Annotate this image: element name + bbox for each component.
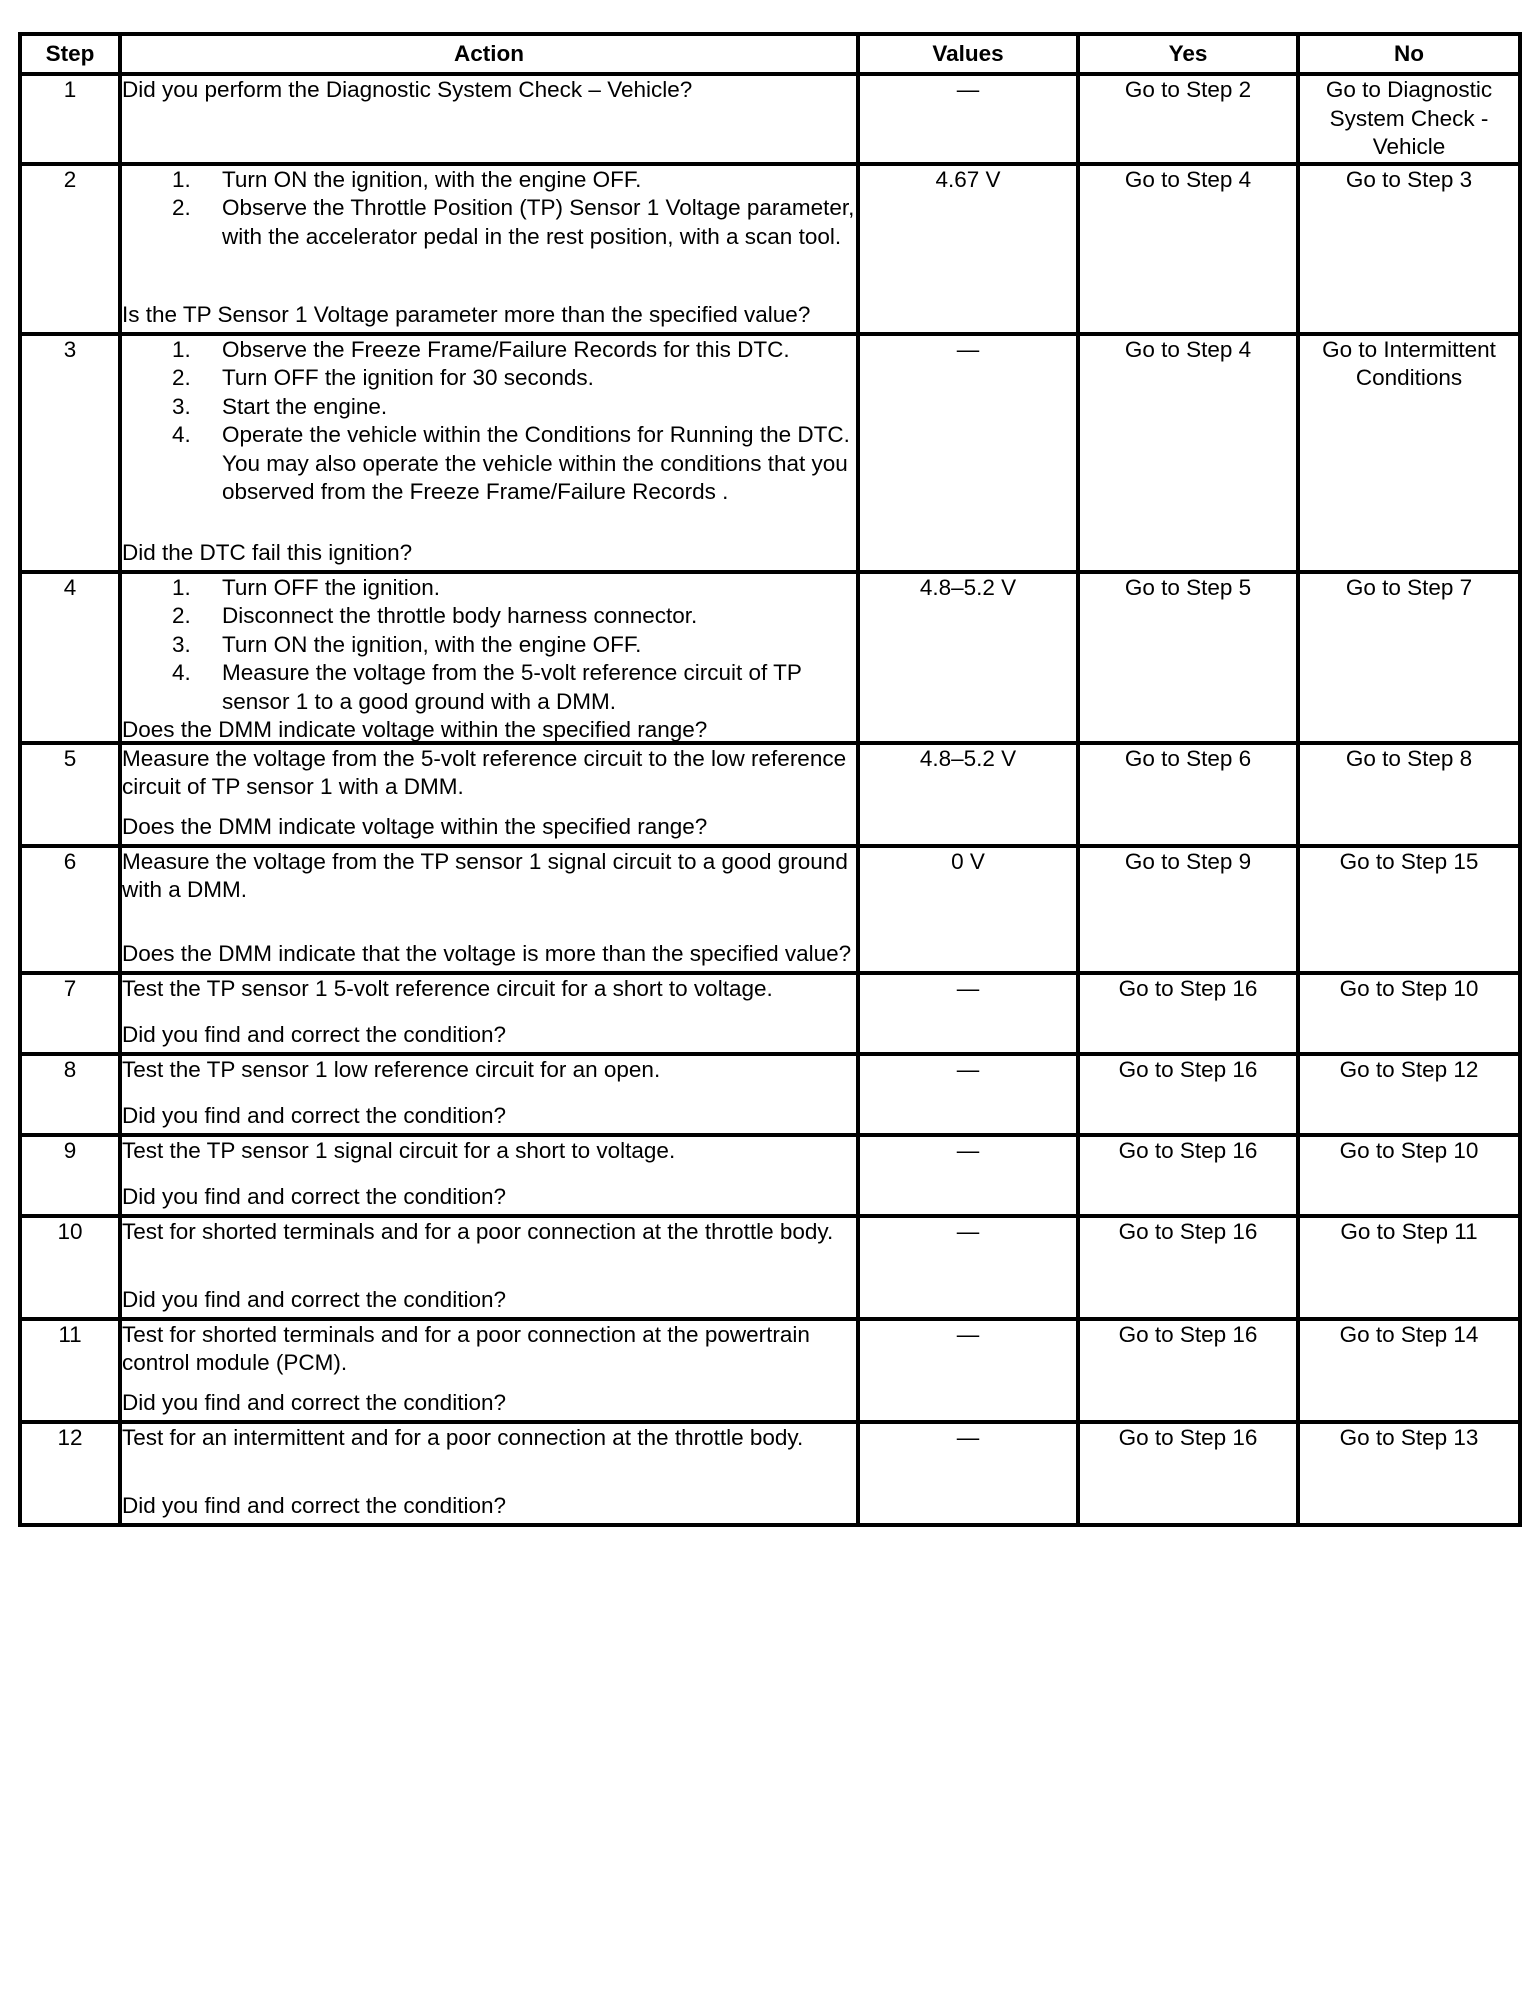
- no-cell: Go to Step 13: [1298, 1422, 1520, 1525]
- step-number: 11: [20, 1319, 120, 1422]
- action-cell: [120, 572, 858, 743]
- header-yes: Yes: [1078, 34, 1298, 74]
- action-question: Is the TP Sensor 1 Voltage parameter more than the specified value?: [122, 302, 811, 327]
- value-cell: —: [858, 1422, 1078, 1525]
- step-number: 9: [20, 1135, 120, 1216]
- table-row: [20, 1135, 1520, 1216]
- substep-text: Start the engine.: [222, 393, 388, 419]
- substep-text: Turn ON the ignition, with the engine OFF.: [222, 631, 642, 657]
- no-cell: Go to Diagnostic System Check - Vehicle: [1298, 74, 1520, 164]
- action-instruction: Measure the voltage from the 5-volt reference circuit to the low reference circuit of TP sensor 1 with a DMM.: [122, 745, 847, 799]
- substep-text: Turn OFF the ignition.: [222, 574, 441, 600]
- action-question: Did you find and correct the condition?: [122, 1493, 506, 1518]
- substep-number: 2.: [172, 365, 191, 390]
- action-instruction: Test for shorted terminals and for a poor connection at the powertrain control module (PCM).: [122, 1321, 810, 1375]
- yes-cell: Go to Step 5: [1078, 572, 1298, 743]
- yes-cell: Go to Step 16: [1078, 1216, 1298, 1319]
- value-cell: 0 V: [858, 846, 1078, 973]
- value-cell: —: [858, 1054, 1078, 1135]
- substep-number: 4.: [172, 422, 191, 447]
- action-cell: [120, 164, 858, 334]
- table-row: [20, 74, 1520, 164]
- action-instruction: Test the TP sensor 1 5-volt reference circuit for a short to voltage.: [122, 975, 773, 1001]
- header-row: [20, 34, 1520, 74]
- table-row: [20, 1319, 1520, 1422]
- action-substeps: [122, 166, 856, 252]
- yes-cell: Go to Step 6: [1078, 743, 1298, 846]
- substep-number: 2.: [172, 195, 191, 220]
- step-number: 10: [20, 1216, 120, 1319]
- action-cell: [120, 1135, 858, 1216]
- no-cell: Go to Step 10: [1298, 973, 1520, 1054]
- value-cell: —: [858, 973, 1078, 1054]
- step-number: 6: [20, 846, 120, 973]
- step-number: 2: [20, 164, 120, 334]
- action-substep: [122, 364, 856, 393]
- action-instruction: Test for shorted terminals and for a poor connection at the throttle body.: [122, 1218, 834, 1244]
- yes-cell: Go to Step 16: [1078, 1422, 1298, 1525]
- step-number: 8: [20, 1054, 120, 1135]
- header-action: Action: [120, 34, 858, 74]
- table-row: [20, 334, 1520, 572]
- table-row: [20, 164, 1520, 334]
- action-substep: [122, 393, 856, 422]
- no-cell: Go to Step 11: [1298, 1216, 1520, 1319]
- step-number: 4: [20, 572, 120, 743]
- action-substep: [122, 166, 856, 195]
- substep-text: Observe the Freeze Frame/Failure Records for this DTC.: [222, 336, 790, 362]
- action-question: Did the DTC fail this ignition?: [122, 540, 413, 565]
- step-number: 3: [20, 334, 120, 572]
- yes-cell: Go to Step 16: [1078, 1135, 1298, 1216]
- action-substep: [122, 194, 856, 251]
- action-cell: [120, 1319, 858, 1422]
- table-row: [20, 973, 1520, 1054]
- no-cell: Go to Step 15: [1298, 846, 1520, 973]
- yes-cell: Go to Step 2: [1078, 74, 1298, 164]
- action-question: Did you find and correct the condition?: [122, 1287, 506, 1312]
- no-cell: Go to Step 12: [1298, 1054, 1520, 1135]
- action-substep: [122, 574, 856, 603]
- action-question: Did you find and correct the condition?: [122, 1022, 506, 1047]
- yes-cell: Go to Step 16: [1078, 1319, 1298, 1422]
- yes-cell: Go to Step 4: [1078, 164, 1298, 334]
- value-cell: 4.67 V: [858, 164, 1078, 334]
- no-cell: Go to Step 3: [1298, 164, 1520, 334]
- yes-cell: Go to Step 4: [1078, 334, 1298, 572]
- action-cell: [120, 973, 858, 1054]
- action-question: Does the DMM indicate voltage within the specified range?: [122, 814, 708, 839]
- value-cell: —: [858, 334, 1078, 572]
- action-cell: [120, 334, 858, 572]
- value-cell: —: [858, 1216, 1078, 1319]
- action-question: Did you find and correct the condition?: [122, 1390, 506, 1415]
- action-substep: [122, 659, 856, 716]
- substep-number: 3.: [172, 631, 191, 657]
- no-cell: Go to Step 8: [1298, 743, 1520, 846]
- no-cell: Go to Step 7: [1298, 572, 1520, 743]
- action-cell: [120, 74, 858, 164]
- diagnostic-table: [18, 32, 1522, 1527]
- action-substep: [122, 602, 856, 631]
- step-number: 7: [20, 973, 120, 1054]
- substep-text: Operate the vehicle within the Conditions for Running the DTC. You may also operate the vehicle within the conditions that you observed from the Freeze Frame/Failure Records .: [222, 422, 850, 504]
- substep-number: 1.: [172, 574, 191, 600]
- table-row: [20, 572, 1520, 743]
- action-cell: [120, 743, 858, 846]
- step-number: 12: [20, 1422, 120, 1525]
- action-cell: [120, 1422, 858, 1525]
- header-values: Values: [858, 34, 1078, 74]
- substep-number: 4.: [172, 660, 191, 685]
- substep-number: 1.: [172, 336, 191, 362]
- substep-number: 1.: [172, 166, 191, 192]
- action-cell: [120, 1216, 858, 1319]
- action-substeps: [122, 336, 856, 507]
- substep-text: Measure the voltage from the 5-volt reference circuit of TP sensor 1 to a good ground with a DMM.: [222, 660, 802, 714]
- step-number: 5: [20, 743, 120, 846]
- header-step: Step: [20, 34, 120, 74]
- substep-number: 3.: [172, 393, 191, 419]
- table-row: [20, 1216, 1520, 1319]
- action-substep: [122, 421, 856, 507]
- substep-text: Turn ON the ignition, with the engine OFF.: [222, 166, 642, 192]
- action-instruction: Test for an intermittent and for a poor connection at the throttle body.: [122, 1424, 804, 1450]
- action-substep: [122, 631, 856, 660]
- no-cell: Go to Step 14: [1298, 1319, 1520, 1422]
- substep-number: 2.: [172, 603, 191, 628]
- action-substeps: [122, 574, 856, 717]
- no-cell: Go to Intermittent Conditions: [1298, 334, 1520, 572]
- table-row: [20, 1054, 1520, 1135]
- action-instruction: Test the TP sensor 1 signal circuit for a short to voltage.: [122, 1137, 676, 1163]
- action-instruction: Measure the voltage from the TP sensor 1 signal circuit to a good ground with a DMM.: [122, 848, 848, 902]
- yes-cell: Go to Step 16: [1078, 973, 1298, 1054]
- value-cell: —: [858, 74, 1078, 164]
- action-question: Did you find and correct the condition?: [122, 1103, 506, 1128]
- value-cell: 4.8–5.2 V: [858, 743, 1078, 846]
- action-question: Did you find and correct the condition?: [122, 1184, 506, 1209]
- action-question: Does the DMM indicate that the voltage is more than the specified value?: [122, 941, 852, 966]
- action-substep: [122, 336, 856, 365]
- table-row: [20, 743, 1520, 846]
- value-cell: —: [858, 1135, 1078, 1216]
- header-no: No: [1298, 34, 1520, 74]
- yes-cell: Go to Step 16: [1078, 1054, 1298, 1135]
- action-cell: [120, 846, 858, 973]
- substep-text: Disconnect the throttle body harness connector.: [222, 603, 698, 628]
- no-cell: Go to Step 10: [1298, 1135, 1520, 1216]
- action-cell: [120, 1054, 858, 1135]
- table-row: [20, 846, 1520, 973]
- action-instruction: Did you perform the Diagnostic System Check – Vehicle?: [122, 77, 693, 102]
- step-number: 1: [20, 74, 120, 164]
- table-row: [20, 1422, 1520, 1525]
- substep-text: Turn OFF the ignition for 30 seconds.: [222, 365, 594, 390]
- yes-cell: Go to Step 9: [1078, 846, 1298, 973]
- action-instruction: Test the TP sensor 1 low reference circuit for an open.: [122, 1056, 661, 1082]
- action-question: Does the DMM indicate voltage within the specified range?: [122, 717, 708, 742]
- value-cell: 4.8–5.2 V: [858, 572, 1078, 743]
- substep-text: Observe the Throttle Position (TP) Sensor 1 Voltage parameter, with the accelerator pedal in the rest position, with a scan tool.: [222, 195, 855, 249]
- value-cell: —: [858, 1319, 1078, 1422]
